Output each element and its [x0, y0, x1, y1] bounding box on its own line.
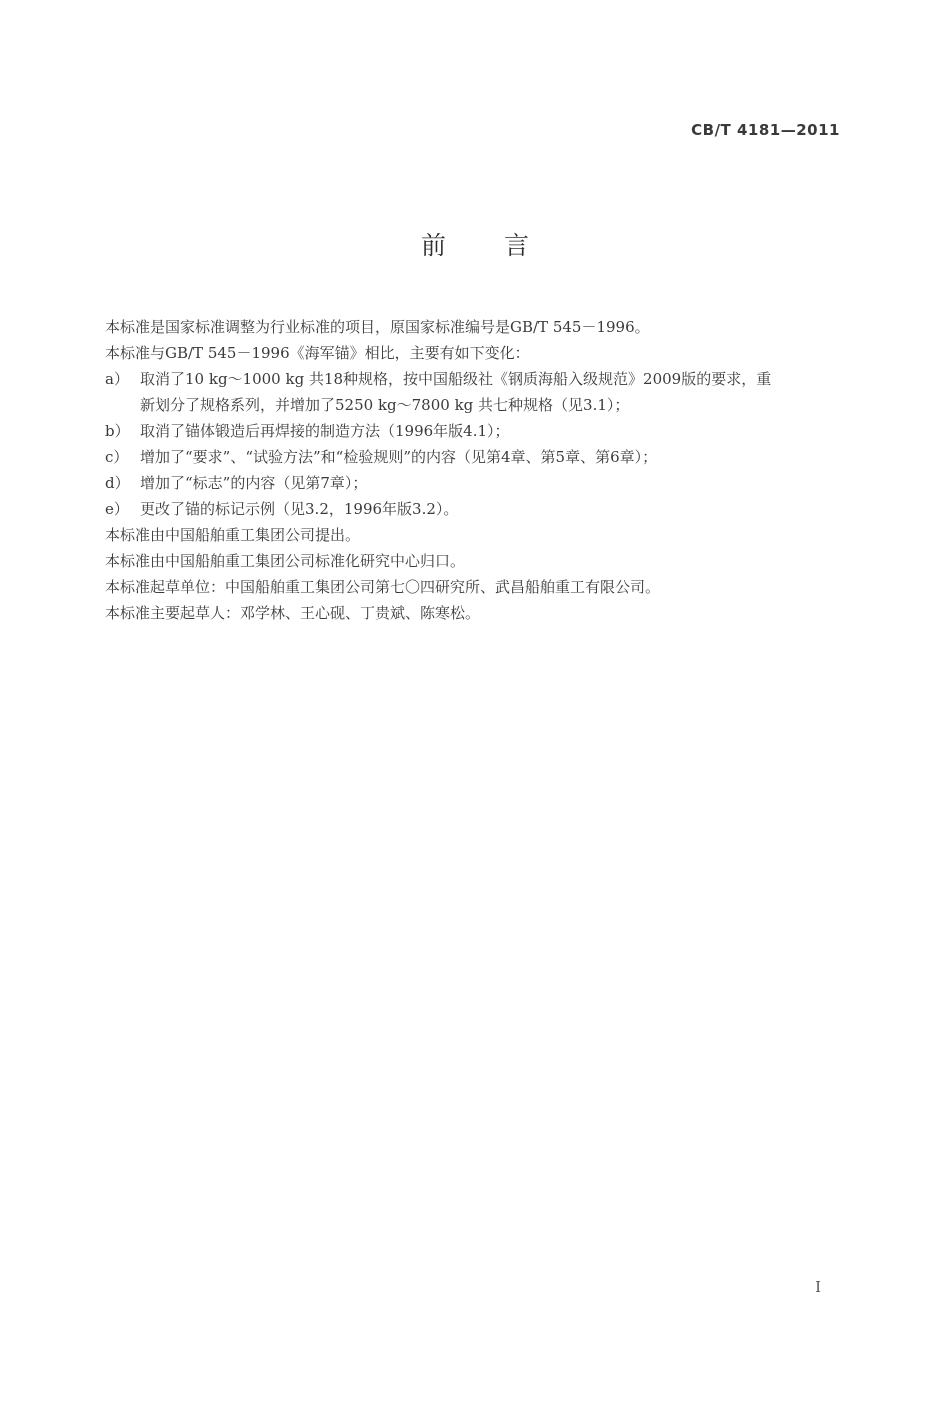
list-marker: c）	[105, 448, 129, 466]
paragraph-changes-intro: 本标准与GB/T 545－1996《海军锚》相比，主要有如下变化：	[105, 344, 530, 362]
paragraph-proposer: 本标准由中国船舶重工集团公司提出。	[105, 526, 361, 544]
list-item-text	[140, 366, 850, 418]
list-item	[105, 470, 850, 496]
list-item	[105, 444, 850, 470]
page-title: 前言	[420, 231, 587, 260]
list-item-line: 新划分了规格系列，并增加了5250 kg～7800 kg 共七种规格（见3.1）；	[140, 396, 630, 414]
list-marker: d）	[105, 474, 130, 492]
paragraph-drafters: 本标准主要起草人：邓学林、王心砚、丁贵斌、陈寒松。	[105, 604, 481, 622]
list-item-text	[140, 444, 850, 470]
paragraph-origin: 本标准是国家标准调整为行业标准的项目，原国家标准编号是GB/T 545－1996。	[105, 318, 650, 336]
list-item-text	[140, 418, 850, 444]
standard-number: CB/T 4181—2011	[691, 121, 840, 139]
list-item	[105, 496, 850, 522]
list-marker: a）	[105, 370, 129, 388]
list-item-line: 取消了锚体锻造后再焊接的制造方法（1996年版4.1）；	[140, 422, 510, 440]
paragraph-responsible: 本标准由中国船舶重工集团公司标准化研究中心归口。	[105, 552, 466, 570]
list-item-line: 取消了10 kg～1000 kg 共18种规格，按中国船级社《钢质海船入级规范》2009版的要求，重	[140, 370, 772, 388]
list-marker: b）	[105, 422, 130, 440]
page-number: I	[815, 1278, 821, 1296]
list-marker: e）	[105, 500, 129, 518]
list-item	[105, 366, 850, 418]
list-item	[105, 418, 850, 444]
foreword-body	[105, 314, 850, 626]
list-item-line: 更改了锚的标记示例（见3.2，1996年版3.2）。	[140, 500, 459, 518]
paragraph-drafting-units: 本标准起草单位：中国船舶重工集团公司第七〇四研究所、武昌船舶重工有限公司。	[105, 578, 661, 596]
list-item-line: 增加了“要求”、“试验方法”和“检验规则”的内容（见第4章、第5章、第6章）；	[140, 448, 658, 466]
list-item-line: 增加了“标志”的内容（见第7章）；	[140, 474, 368, 492]
list-item-text	[140, 470, 850, 496]
list-item-text	[140, 496, 850, 522]
